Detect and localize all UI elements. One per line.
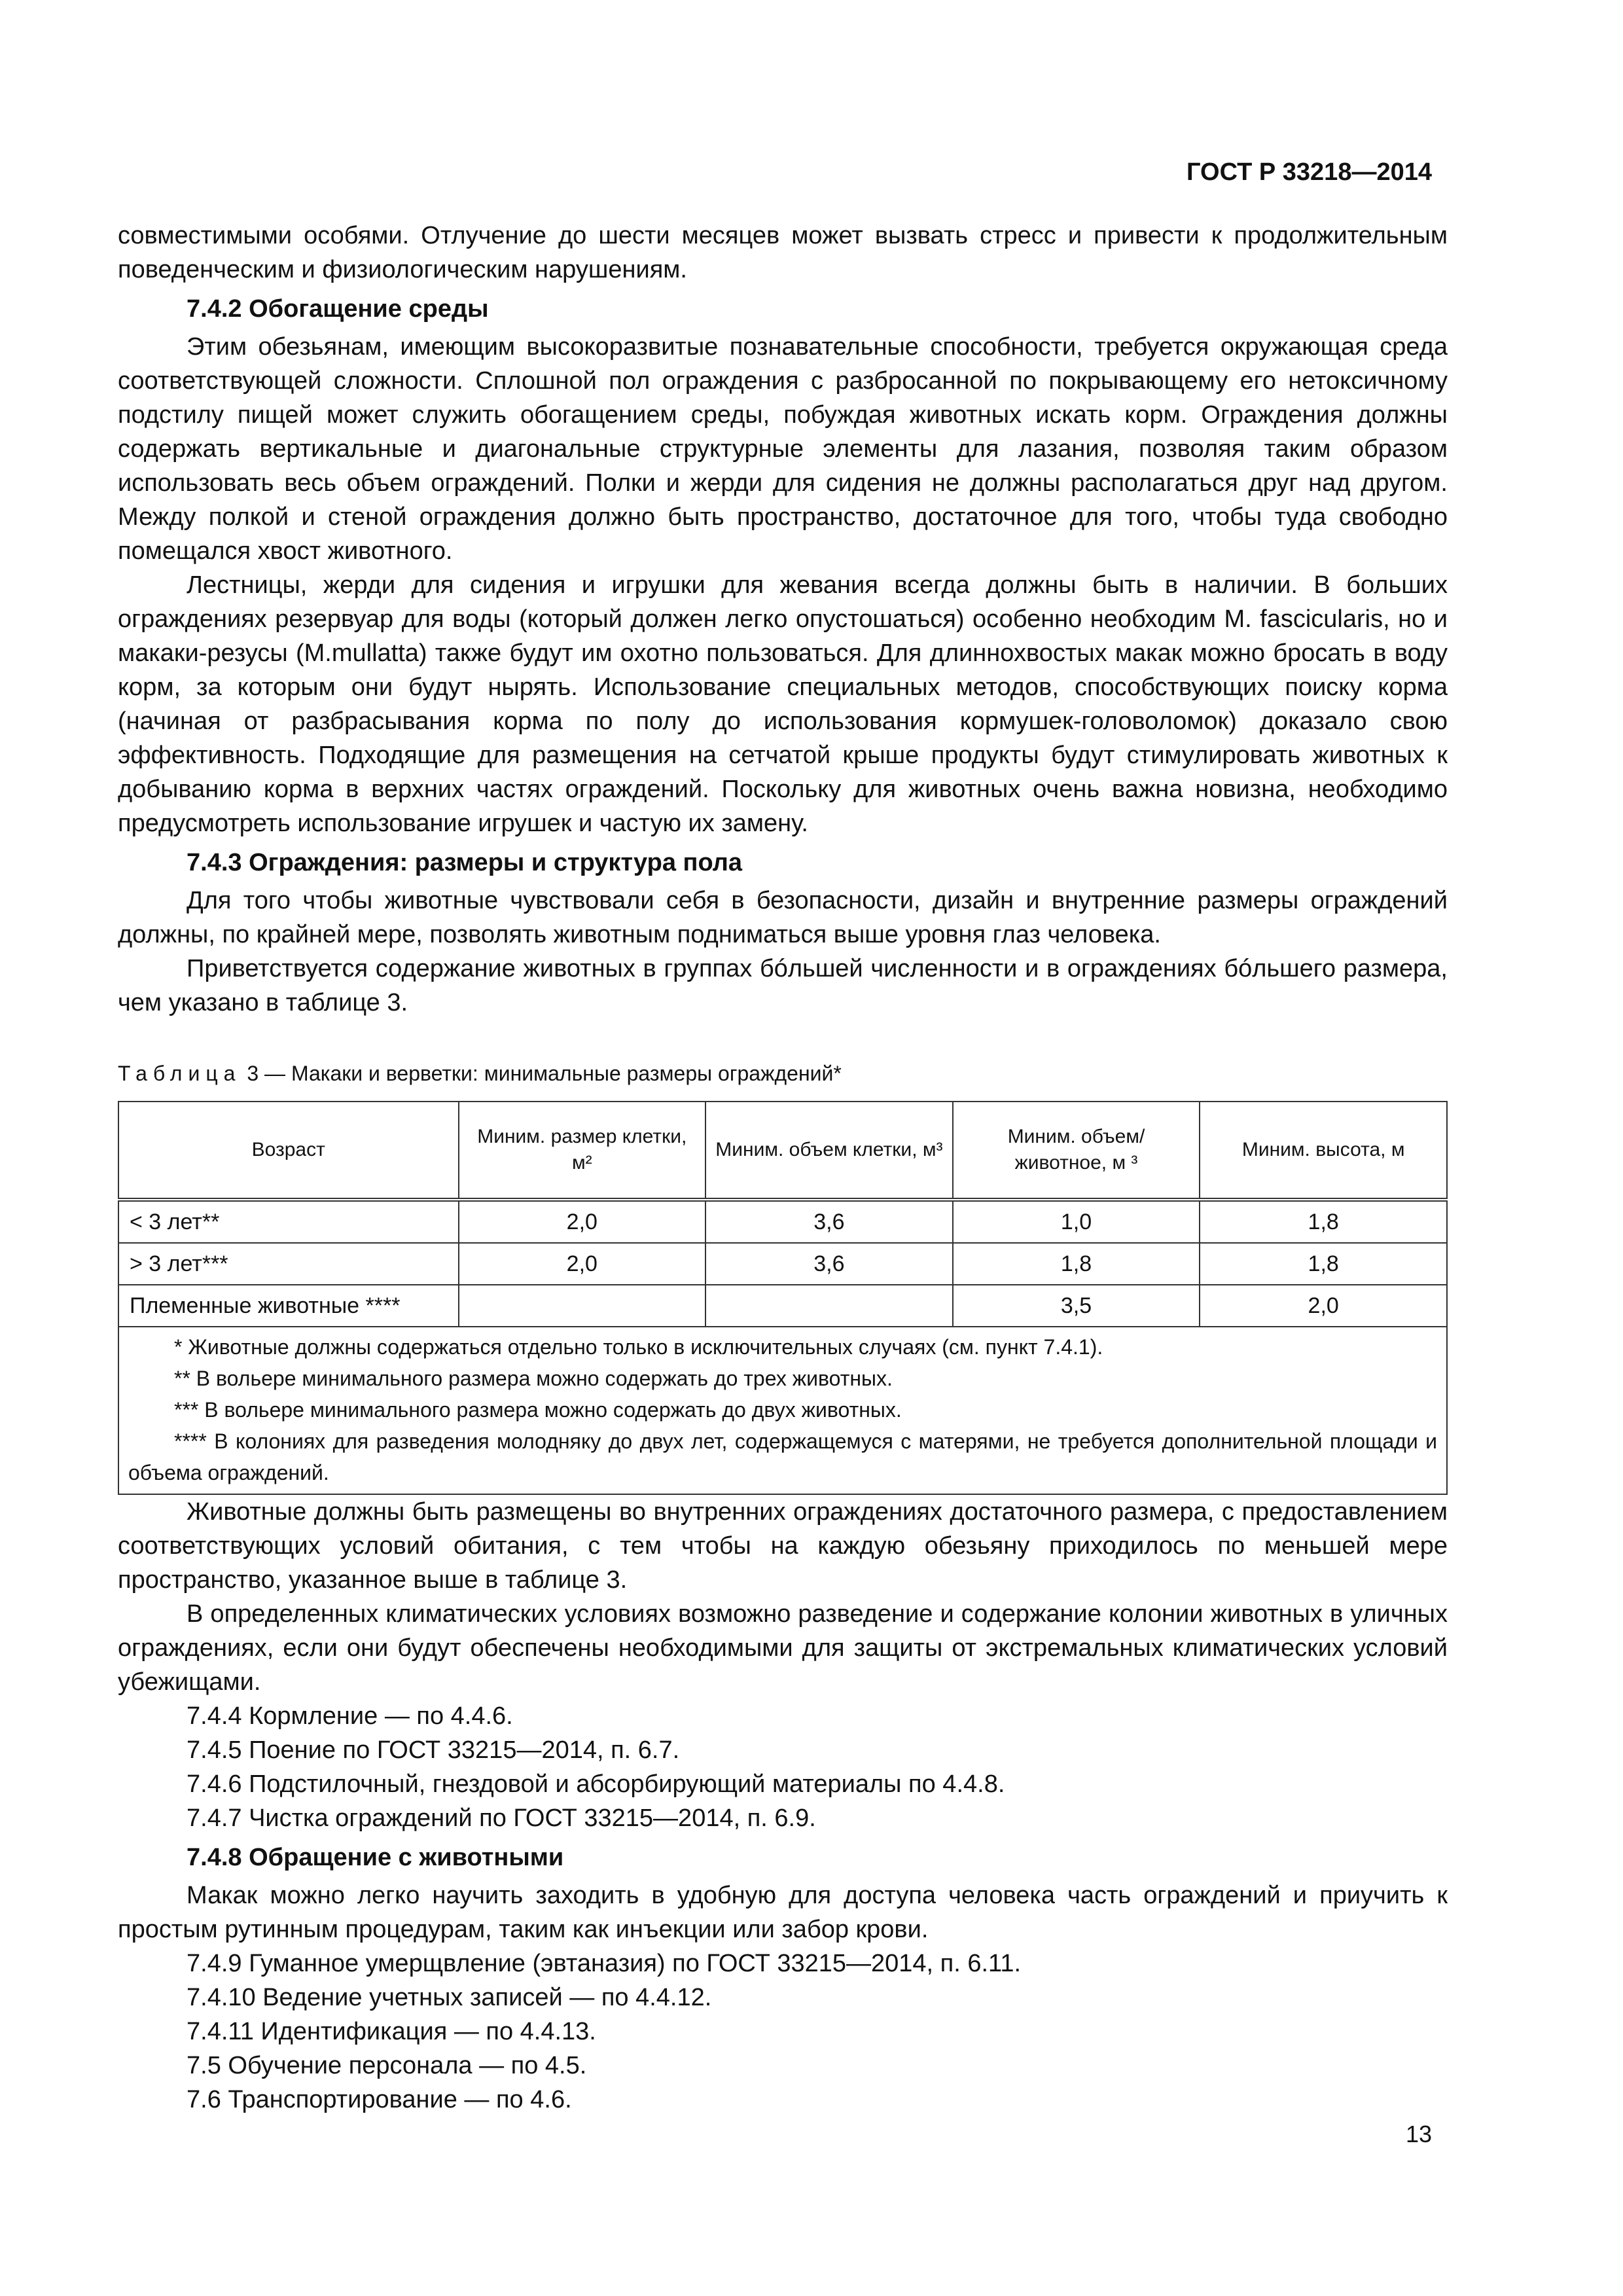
table-notes	[118, 1327, 1447, 1494]
table-notes-row	[118, 1327, 1447, 1494]
page-content	[118, 219, 1448, 2117]
section-7-4-2-title: 7.4.2 Обогащение среды	[187, 295, 489, 323]
table-caption	[118, 1060, 1448, 1086]
cell-volume-per-animal: 1,8	[953, 1243, 1200, 1285]
table-caption-text: 3 — Макаки и верветки: минимальные размеры ограждений*	[241, 1062, 842, 1085]
cell-volume-per-animal: 1,0	[953, 1200, 1200, 1243]
table-row	[118, 1200, 1447, 1243]
header-min-volume-per-animal: Миним. объем/ животное, м ³	[953, 1102, 1200, 1200]
header-min-height: Миним. высота, м	[1200, 1102, 1447, 1200]
cell-min-area: 2,0	[459, 1200, 706, 1243]
document-header: ГОСТ Р 33218—2014	[1186, 158, 1432, 186]
list-item: 7.5 Обучение персонала — по 4.5.	[187, 2052, 587, 2079]
section-7-4-3-paragraph-1: Для того чтобы животные чувствовали себя в безопасности, дизайн и внутренние размеры ограждений должны, по крайней мере, позволять животным подниматься выше уровня глаз человека.	[118, 887, 1448, 948]
cell-min-area	[459, 1285, 706, 1327]
cell-volume-per-animal: 3,5	[953, 1285, 1200, 1327]
section-7-4-3-title: 7.4.3 Ограждения: размеры и структура пола	[187, 849, 743, 876]
table-note: ** В вольере минимального размера можно содержать до трех животных.	[174, 1367, 893, 1390]
table-row	[118, 1285, 1447, 1327]
after-table-paragraph-1: Животные должны быть размещены во внутренних ограждениях достаточного размера, с предоставлением соответствующих условий обитания, с тем чтобы на каждую обезьяну приходилось по меньшей мере пространство, указанное выше в таблице 3.	[118, 1498, 1448, 1594]
list-item: 7.4.7 Чистка ограждений по ГОСТ 33215—2014, п. 6.9.	[187, 1804, 816, 1832]
list-item: 7.4.6 Подстилочный, гнездовой и абсорбирующий материалы по 4.4.8.	[187, 1770, 1005, 1798]
list-item: 7.4.9 Гуманное умерщвление (эвтаназия) по ГОСТ 33215—2014, п. 6.11.	[187, 1950, 1022, 1977]
list-item: 7.4.10 Ведение учетных записей — по 4.4.12.	[187, 1984, 712, 2011]
cell-min-height: 2,0	[1200, 1285, 1447, 1327]
clause-list-2	[118, 1946, 1448, 2117]
cell-min-volume: 3,6	[705, 1200, 953, 1243]
table-note: * Животные должны содержаться отдельно только в исключительных случаях (см. пункт 7.4.1).	[174, 1335, 1103, 1359]
table-note: *** В вольере минимального размера можно содержать до двух животных.	[174, 1398, 902, 1422]
table-row	[118, 1243, 1447, 1285]
page-number: 13	[1405, 2121, 1432, 2147]
intro-paragraph: совместимыми особями. Отлучение до шести месяцев может вызвать стресс и привести к продолжительным поведенческим и физиологическим нарушениям.	[118, 222, 1448, 283]
section-7-4-2-paragraph-2: Лестницы, жерди для сидения и игрушки для жевания всегда должны быть в наличии. В больших ограждениях резервуар для воды (который должен легко опустошаться) особенно необходим M. fascicularis, но и макаки-резусы (M.mullatta) также будут им охотно пользоваться. Для длиннохвостых макак можно бросать в воду корм, за которым они будут нырять. Использование специальных методов, способствующих поиску корма (начиная от разбрасывания корма по полу до использования кормушек-головоломок) доказало свою эффективность. Подходящие для размещения на сетчатой крыше продукты будут стимулировать животных к добыванию корма в верхних частях ограждений. Поскольку для животных очень важна новизна, необходимо предусмотреть использование игрушек и частую их замену.	[118, 571, 1448, 837]
section-7-4-8-title: 7.4.8 Обращение с животными	[187, 1844, 564, 1871]
cell-age: Племенные животные ****	[118, 1285, 459, 1327]
header-min-cell-area: Миним. размер клетки, м²	[459, 1102, 706, 1200]
section-7-4-2-paragraph-1: Этим обезьянам, имеющим высокоразвитые познавательные способности, требуется окружающая среда соответствующей сложности. Сплошной пол ограждения с разбросанной по покрывающему его нетоксичному подстилу пищей может служить обогащением среды, побуждая животных искать корм. Ограждения должны содержать вертикальные и диагональные структурные элементы для лазания, позволяя таким образом использовать весь объем ограждений. Полки и жерди для сидения не должны располагаться друг над другом. Между полкой и стеной ограждения должно быть пространство, достаточное для того, чтобы туда свободно помещался хвост животного.	[118, 333, 1448, 565]
cell-age: < 3 лет**	[118, 1200, 459, 1243]
enclosure-size-table	[118, 1101, 1448, 1495]
section-7-4-3-paragraph-2: Приветствуется содержание животных в группах бóльшей численности и в ограждениях бóльшего размера, чем указано в таблице 3.	[118, 955, 1448, 1016]
header-min-cell-volume: Миним. объем клетки, м³	[705, 1102, 953, 1200]
list-item: 7.4.5 Поение по ГОСТ 33215—2014, п. 6.7.	[187, 1736, 680, 1764]
list-item: 7.4.4 Кормление — по 4.4.6.	[187, 1702, 513, 1730]
list-item: 7.4.11 Идентификация — по 4.4.13.	[187, 2018, 596, 2045]
table-header-row	[118, 1102, 1447, 1200]
cell-min-area: 2,0	[459, 1243, 706, 1285]
cell-age: > 3 лет***	[118, 1243, 459, 1285]
section-7-4-8-paragraph: Макак можно легко научить заходить в удобную для доступа человека часть ограждений и приучить к простым рутинным процедурам, таким как инъекции или забор крови.	[118, 1882, 1448, 1943]
list-item: 7.6 Транспортирование — по 4.6.	[187, 2086, 572, 2113]
table-note: **** В колониях для разведения молодняку до двух лет, содержащемуся с матерями, не требуется дополнительной площади и объема ограждений.	[128, 1429, 1437, 1484]
cell-min-volume: 3,6	[705, 1243, 953, 1285]
after-table-paragraph-2: В определенных климатических условиях возможно разведение и содержание колонии животных в уличных ограждениях, если они будут обеспечены необходимыми для защиты от экстремальных климатических условий убежищами.	[118, 1600, 1448, 1696]
cell-min-height: 1,8	[1200, 1200, 1447, 1243]
header-age: Возраст	[118, 1102, 459, 1200]
cell-min-height: 1,8	[1200, 1243, 1447, 1285]
clause-list-1	[118, 1699, 1448, 1835]
table-caption-word: Таблица	[118, 1062, 241, 1085]
cell-min-volume	[705, 1285, 953, 1327]
